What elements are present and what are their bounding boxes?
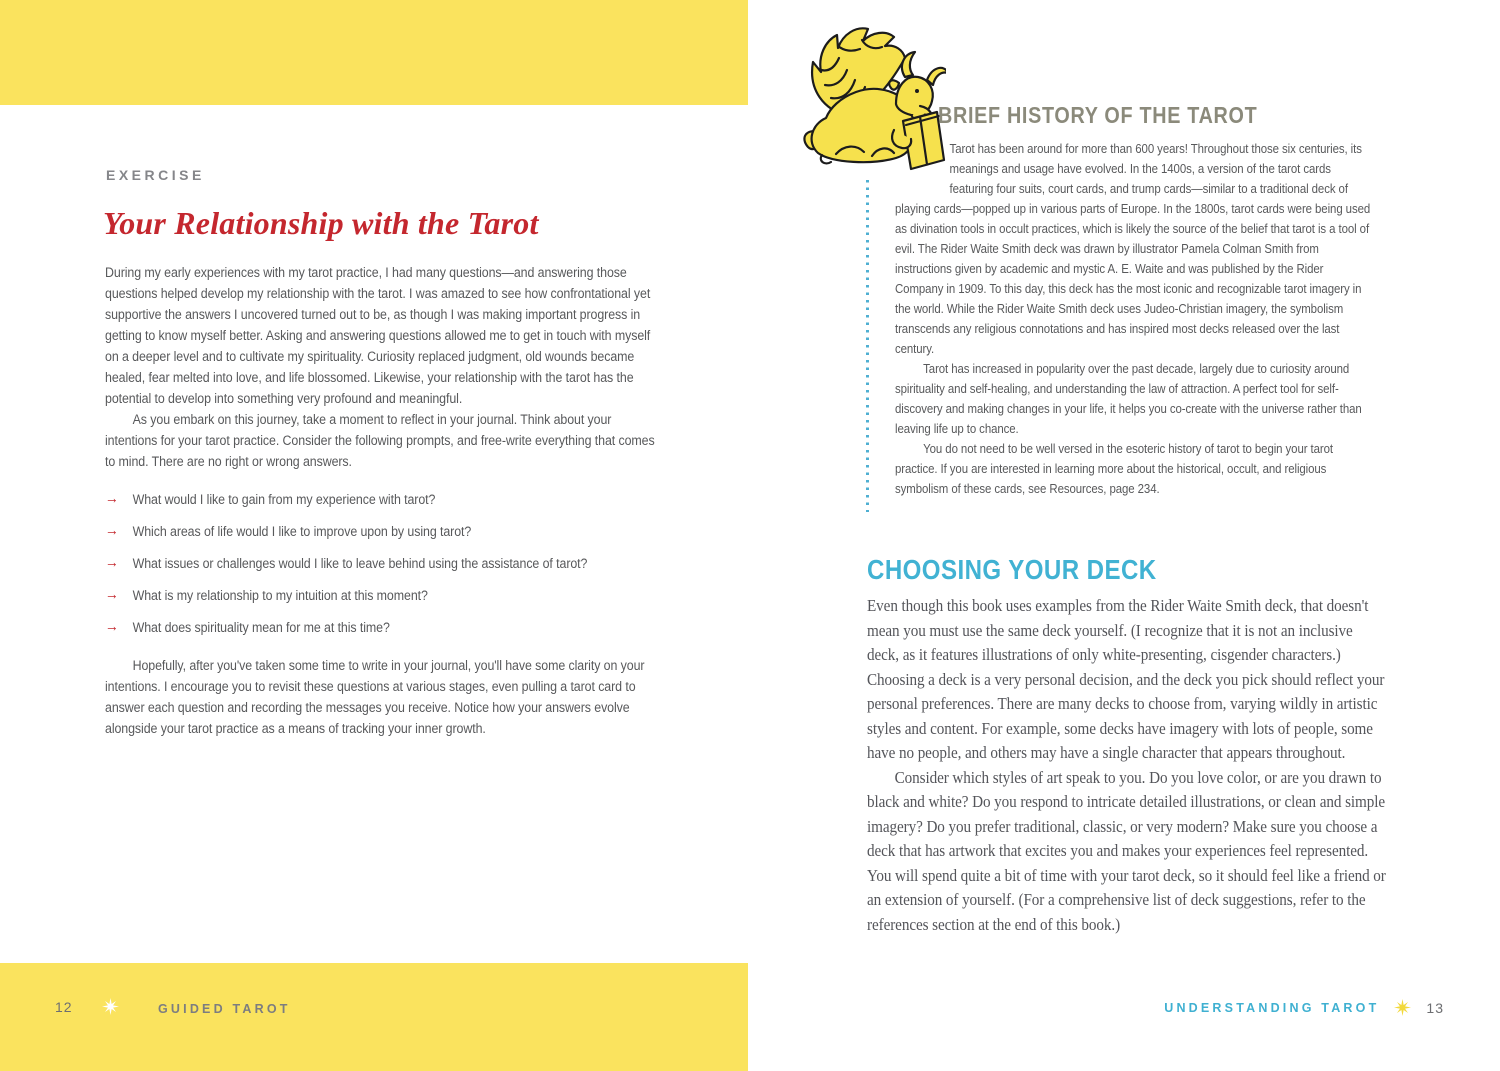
arrow-bullet-icon: → <box>105 490 119 507</box>
right-page-footer <box>1164 999 1444 1016</box>
choosing-paragraph-2: Consider which styles of art speak to you. Do you love color, or are you drawn to black and white? Do you respond to intricate detailed illustrations, or clean and simple imagery? Do you prefer traditional, classic, or very modern? Make sure you choose a deck that has artwork that excites you and makes your experiences feel represented. You will spend quite a bit of time with your tarot deck, so it should feel like a friend or an extension of yourself. (For a comprehensive list of deck suggestions, refer to the references section at the end of this book.) <box>867 767 1386 934</box>
arrow-bullet-icon: → <box>105 618 119 635</box>
page-number-right: 13 <box>1426 999 1444 1016</box>
prompt-text: What would I like to gain from my experience with tarot? <box>132 492 436 507</box>
history-heading: BRIEF HISTORY OF THE TAROT <box>938 102 1258 128</box>
history-paragraph-1: Tarot has been around for more than 600 years! Throughout those six centuries, its meanings and usage have evolved. In the 1400s, a version of the tarot cards featuring four suits, court cards, and trump cards—similar to a traditional deck of playing cards—popped up in various parts of Europe. In the 1800s, tarot cards were being used as divination tools in occult practices, which is likely the source of the belief that tarot is a tool of evil. The Rider Waite Smith deck was drawn by illustrator Pamela Colman Smith from instructions given by academic and mystic A. E. Waite and was published by the Rider Company in 1909. To this day, this deck has the most iconic and recognizable tarot imagery in the world. While the Rider Waite Smith deck uses Judeo-Christian imagery, the symbolism transcends any religious connotations and has inspired most decks released over the last century. <box>895 141 1371 356</box>
bottom-yellow-band <box>0 963 748 1071</box>
top-yellow-band <box>0 0 748 105</box>
book-title-running-head: GUIDED TAROT <box>158 1002 291 1016</box>
dotted-divider <box>866 180 869 512</box>
sparkle-icon <box>102 998 119 1015</box>
arrow-bullet-icon: → <box>105 554 119 571</box>
history-paragraph-3: You do not need to be well versed in the esoteric history of tarot to begin your tarot practice. If you are interested in learning more about the historical, occult, and religious symbolism of these cards, see Resources, page 234. <box>895 441 1333 496</box>
illustration-text-wrap-spacer <box>895 139 950 199</box>
exercise-paragraph-2: As you embark on this journey, take a moment to reflect in your journal. Think about your intentions for your tarot practice. Consider the following prompts, and free-write everything that comes to mind. There are no right or wrong answers. <box>105 412 655 469</box>
choosing-deck-body <box>867 594 1388 937</box>
arrow-bullet-icon: → <box>105 522 119 539</box>
sparkle-icon <box>1394 999 1411 1016</box>
arrow-bullet-icon: → <box>105 586 119 603</box>
prompt-text: Which areas of life would I like to improve upon by using tarot? <box>132 524 472 539</box>
exercise-paragraph-1: During my early experiences with my tarot practice, I had many questions—and answering those questions helped develop my relationship with the tarot. I was amazed to see how confrontational yet supportive the answers I uncovered turned out to be, as though I was making important progress in getting to know myself better. Asking and answering questions allowed me to get in touch with myself on a deeper level and to cultivate my spirituality. Curiosity replaced judgment, old wounds became healed, fear melted into love, and life blossomed. Likewise, your relationship with the tarot has the potential to develop into something very profound and meaningful. <box>105 265 651 406</box>
exercise-label: EXERCISE <box>106 167 205 183</box>
prompt-text: What is my relationship to my intuition at this moment? <box>132 588 428 603</box>
choosing-deck-heading: CHOOSING YOUR DECK <box>867 554 1157 585</box>
prompt-item <box>105 553 658 574</box>
prompt-text: What issues or challenges would I like to leave behind using the assistance of tarot? <box>132 556 588 571</box>
prompt-item <box>105 521 658 542</box>
prompt-text: What does spirituality mean for me at this time? <box>132 620 390 635</box>
prompt-item <box>105 585 658 606</box>
chapter-running-head: UNDERSTANDING TAROT <box>1164 1000 1380 1015</box>
exercise-paragraph-3: Hopefully, after you've taken some time to write in your journal, you'll have some clarity on your intentions. I encourage you to revisit these questions at various stages, even pulling a tarot card to answer each question and recording the messages you receive. Notice how your answers evolve alongside your tarot practice as a means of tracking your inner growth. <box>105 658 645 736</box>
choosing-paragraph-1: Even though this book uses examples from the Rider Waite Smith deck, that doesn't mean you must use the same deck yourself. (I recognize that it is not an inclusive deck, as it features illustrations of only white-presenting, cisgender characters.) Choosing a deck is a very personal decision, and the deck you pick should reflect your personal preferences. There are many decks to choose from, varying wildly in artistic styles and content. For example, some decks have imagery with lots of people, some have no people, and others may have a single character that appears throughout. <box>867 596 1385 762</box>
exercise-title: Your Relationship with the Tarot <box>103 205 539 241</box>
exercise-body <box>105 262 658 739</box>
prompt-item <box>105 489 658 510</box>
page-number-left: 12 <box>55 999 73 1015</box>
history-paragraph-2: Tarot has increased in popularity over the past decade, largely due to curiosity around spirituality and self-healing, and understanding the law of attraction. A perfect tool for self-discovery and making changes in your life, it helps you co-create with the universe rather than leaving life up to chance. <box>895 361 1362 436</box>
prompt-item <box>105 617 658 638</box>
history-body <box>895 139 1372 499</box>
prompt-list <box>105 489 658 638</box>
